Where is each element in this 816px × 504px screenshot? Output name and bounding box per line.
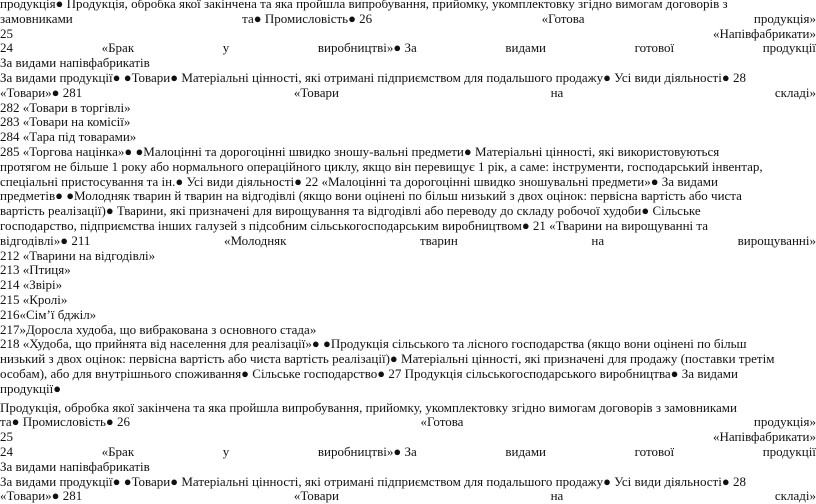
text-segment: 216«Сім’ї бджіл» <box>0 306 97 322</box>
text-line <box>0 56 816 71</box>
text-segment: у <box>222 40 230 56</box>
text-segment: 24 <box>0 444 13 459</box>
text-segment: продукція● Продукція, обробка якої закінчена та яка пройшла випробування, прийомку, укомплектовку згідно вимогам договорів з <box>0 0 728 11</box>
text-segment: 218 «Худоба, що прийнята від населення для реалізації»● ●Продукція сільського та лісного господарства (якщо вони оцінені по більш <box>0 336 747 352</box>
text-segment: у <box>222 444 230 459</box>
text-segment: спеціальні пристосування та ін.● Усі види діяльності● 22 «Малоцінні та дорогоцінні швидко зношувальні предмети»● За видами <box>0 173 718 189</box>
text-segment: «Брак <box>101 444 135 459</box>
text-segment: 25 <box>0 25 13 41</box>
text-segment: 285 «Торгова націнка»● ●Малоцінні та дорогоцінні швидко зношу-вальні предмети● Матеріальні цінності, які використовуються <box>0 144 720 159</box>
text-segment: виробництві»● За <box>317 40 417 56</box>
text-segment: «Товари»● 281 <box>0 488 83 504</box>
text-segment: та● Промисловість● 26 <box>242 10 373 26</box>
text-line <box>0 219 816 234</box>
text-line <box>0 475 816 490</box>
text-line <box>0 27 816 42</box>
text-segment: на <box>591 232 605 248</box>
text-line <box>0 415 816 430</box>
text-segment: на <box>550 488 564 504</box>
text-segment: 284 «Тара під товарами» <box>0 129 137 145</box>
text-segment: За видами напівфабрикатів <box>0 55 150 71</box>
text-line <box>0 175 816 190</box>
text-segment: «Товари»● 281 <box>0 84 83 100</box>
text-line <box>0 337 816 352</box>
text-segment: 212 «Тварини на відгодівлі» <box>0 247 156 263</box>
text-line <box>0 41 816 56</box>
text-segment: вартість реалізації)● Тварини, які призначені для вирощування та відгодівлі або переводу до складу робочої худоби● Сільське <box>0 203 701 219</box>
text-segment: продукція» <box>753 10 816 26</box>
text-line <box>0 263 816 278</box>
text-segment: господарство, підприємства інших галузей з підсобним сільськогосподарським виробництвом● 21 «Тварини на вирощуванні та <box>0 218 709 233</box>
text-line <box>0 115 816 130</box>
text-segment: 217»Доросла худоба, що вибракована з основного стада» <box>0 321 317 337</box>
text-segment: 25 <box>0 429 13 445</box>
text-segment: «Напівфабрикати» <box>713 25 816 41</box>
text-line <box>0 460 816 475</box>
text-segment: «Брак <box>101 40 135 56</box>
text-segment: «Готова <box>541 10 585 26</box>
text-line <box>0 352 816 367</box>
text-segment: готової <box>634 444 675 459</box>
text-segment: виробництві»● За <box>317 444 417 459</box>
text-line <box>0 204 816 219</box>
text-segment: тварин <box>420 232 458 248</box>
text-line <box>0 145 816 160</box>
text-line <box>0 0 816 12</box>
text-segment: 213 «Птиця» <box>0 262 71 278</box>
text-line <box>0 130 816 145</box>
text-segment: протягом не більше 1 року або нормального операційного циклу, якщо він перевищує 1 рік, а саме: інструменти, господарський інвентар, <box>0 158 763 174</box>
text-segment: складі» <box>774 84 816 100</box>
text-segment: продукція» <box>753 414 816 430</box>
text-line <box>0 323 816 338</box>
text-segment: «Товари <box>293 84 340 100</box>
text-segment: особам), або для внутрішнього споживання● Сільське господарство● 27 Продукція сільськогосподарського виробництва● За видами <box>0 366 738 381</box>
text-segment: За видами продукції● ●Товари● Матеріальні цінності, які отримані підприємством для подальшого продажу● Усі види діяльності● 28 <box>0 70 746 85</box>
text-line <box>0 189 816 204</box>
text-segment: 282 «Товари в торгівлі» <box>0 99 131 115</box>
text-line <box>0 367 816 382</box>
text-line <box>0 401 816 416</box>
text-segment: видами <box>505 40 547 56</box>
text-line <box>0 308 816 323</box>
text-line <box>0 101 816 116</box>
text-segment: готової <box>634 40 675 56</box>
text-line <box>0 278 816 293</box>
text-segment: За видами продукції● ●Товари● Матеріальні цінності, які отримані підприємством для подальшого продажу● Усі види діяльності● 28 <box>0 473 746 489</box>
text-segment: «Напівфабрикати» <box>713 429 816 445</box>
text-segment: на <box>550 84 564 100</box>
text-segment: вирощуванні» <box>737 232 816 248</box>
text-line <box>0 445 816 460</box>
text-segment: «Молодняк <box>223 232 287 248</box>
text-segment: продукції● <box>0 380 62 396</box>
text-segment: відгодівлі»● 211 <box>0 232 91 248</box>
text-segment: 283 «Товари на комісії» <box>0 114 131 130</box>
text-segment: предметів● ●Молодняк тварин й тварин на відгодівлі (якщо вони оцінені по більш низький з двох оцінок: первісна вартість або чиста <box>0 188 742 204</box>
text-segment: замовниками <box>0 10 73 26</box>
text-segment: та● Промисловість● 26 <box>0 414 131 430</box>
text-segment: складі» <box>774 488 816 504</box>
text-line <box>0 71 816 86</box>
text-segment: За видами напівфабрикатів <box>0 458 150 474</box>
text-segment: «Товари <box>293 488 340 504</box>
text-segment: низький з двох оцінок: первісна вартість або чиста вартість реалізації)● Матеріальні цінності, які призначені для продажу (поставки третім <box>0 351 775 367</box>
text-line <box>0 430 816 445</box>
text-segment: «Готова <box>420 414 464 430</box>
text-line <box>0 382 816 397</box>
text-segment: видами <box>505 444 547 459</box>
text-segment: 215 «Кролі» <box>0 292 68 307</box>
text-segment: 214 «Звірі» <box>0 277 63 293</box>
text-line <box>0 12 816 27</box>
text-line <box>0 234 816 249</box>
text-segment: продукції <box>762 40 816 56</box>
text-line <box>0 293 816 308</box>
text-line <box>0 249 816 264</box>
text-segment: продукції <box>762 444 816 459</box>
text-line <box>0 86 816 101</box>
text-segment: 24 <box>0 40 13 56</box>
text-line <box>0 489 816 504</box>
text-segment: Продукція, обробка якої закінчена та яка пройшла випробування, прийомку, укомплектовку згідно вимогам договорів з замовниками <box>0 399 737 415</box>
text-line <box>0 160 816 175</box>
